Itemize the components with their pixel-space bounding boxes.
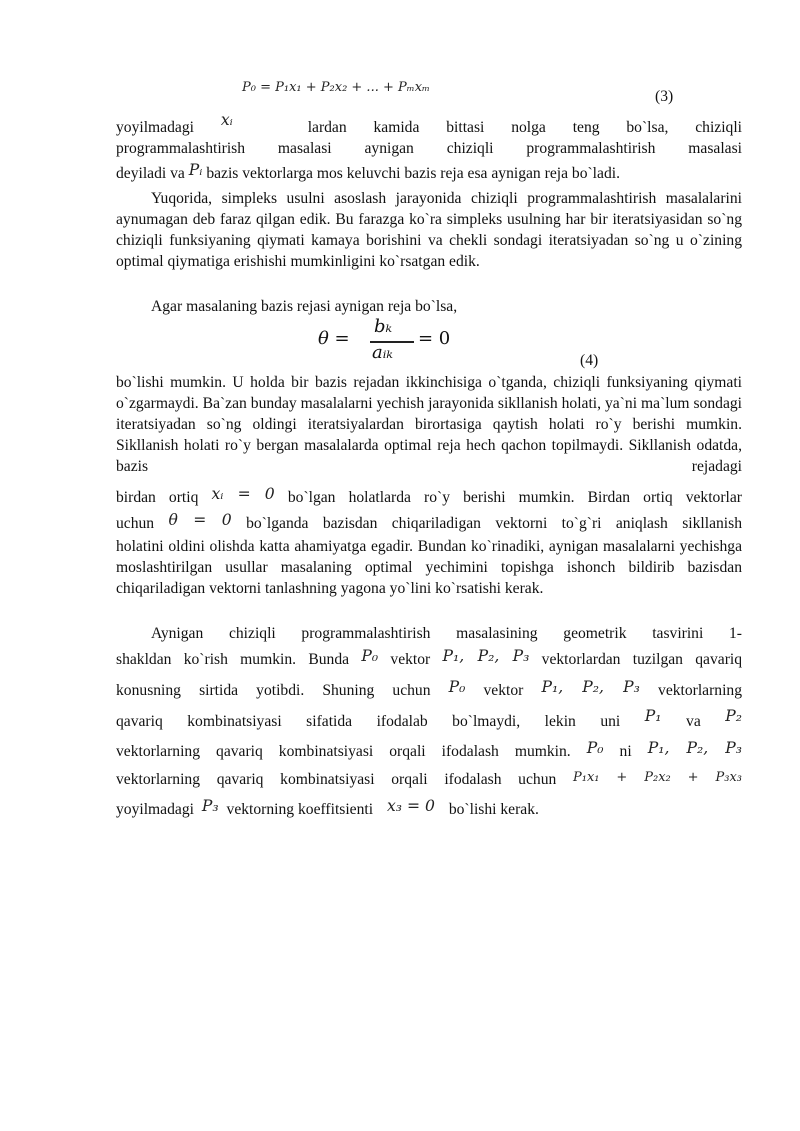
- symbol-p123: P₁, P₂, P₃: [647, 739, 743, 757]
- para5-text-h: va: [686, 713, 701, 730]
- para4-block1: bo`lishi mumkin. U holda bir bazis rejadan ikkinchisiga o`tganda, chiziqli funksiyaning qiymati o`zgarmaydi. Ba`zan bunday masalalarni yechish jarayonida sikllanish holati, ya`ni ma`lum sondagi iteratsiyadan so`ng oldingi iteratsiyalardan birortasiga qaytish holati ro`y berishi mumkin. Sikllanish holati ro`y bergan masalalarda optimal reja hech qachon topilmaydi. Sikllanish odatda, bazis rejadagi: [116, 374, 742, 475]
- symbol-p3: P₃: [201, 797, 219, 815]
- formula-4-lhs: θ =: [318, 328, 350, 349]
- symbol-p1: P₁: [644, 707, 662, 725]
- formula-4-numerator: bₖ: [374, 316, 393, 337]
- para5-text-i: vektorlarning qavariq kombinatsiyasi orqali ifodalash mumkin.: [116, 743, 571, 760]
- symbol-p0: P₀: [448, 678, 466, 696]
- formula-4-rhs: = 0: [418, 328, 451, 349]
- para4-text-a: birdan ortiq: [116, 489, 199, 506]
- para4-text-d: bo`lganda bazisdan chiqariladigan vektorni to`g`ri aniqlash sikllanish: [246, 515, 742, 532]
- para1-text-d: bazis vektorlarga mos keluvchi bazis reja esa aynigan reja bo`ladi.: [206, 165, 620, 182]
- para4-line-theta: [116, 513, 742, 534]
- symbol-p2: P₂: [725, 707, 742, 725]
- symbol-combination: P₁x₁ + P₂x₂ + P₃x₃: [573, 770, 742, 785]
- para4-text-c: uchun: [116, 515, 155, 532]
- symbol-xi: xᵢ: [220, 111, 233, 129]
- symbol-xi-zero: xᵢ = 0: [211, 485, 275, 503]
- para5-line5: [116, 741, 742, 762]
- para5-text-e: vektor: [483, 682, 524, 699]
- para1-line1: [116, 111, 743, 138]
- para5-text-k: vektorlarning qavariq kombinatsiyasi orqali ifodalash uchun: [116, 771, 557, 788]
- para1-text-a: yoyilmadagi: [116, 119, 194, 136]
- para4-text-b: bo`lgan holatlarda ro`y berishi mumkin. Birdan ortiq vektorlar: [287, 489, 742, 506]
- para5-text-g: qavariq kombinatsiyasi sifatida ifodalab bo`lmaydi, lekin uni: [116, 713, 621, 730]
- para3: Agar masalaning bazis rejasi aynigan reja bo`lsa,: [151, 298, 458, 315]
- para4-line-xi: [116, 487, 742, 508]
- para5-line1: Aynigan chiziqli programmalashtirish masalasining geometrik tasvirini 1-: [151, 625, 742, 642]
- para5-text-l: yoyilmadagi: [116, 801, 194, 818]
- para5-text-m: vektorning koeffitsienti: [226, 801, 374, 818]
- para5-text-n: bo`lishi kerak.: [448, 801, 539, 818]
- para1-text-c: deyiladi va: [116, 165, 185, 182]
- para5-line3: [116, 680, 742, 701]
- para1-text-b: lardan kamida bittasi nolga teng bo`lsa, chiziqli: [307, 119, 743, 136]
- para2: Yuqorida, simpleks usulni asoslash jarayonida chiziqli programmalashtirish masalalarini aynumagan deb faraz qilgan edik. Bu farazga ko`ra simpleks usulning har bir iteratsiyasidan so`ng chiziqli funksiyaning qiymati kamaya borishini va chekli sondagi iteratsiyadan so`ng u o`zining optimal qiymatiga erishishi mumkinligini ko`rsatgan edik.: [116, 190, 742, 270]
- para5-text-j: ni: [619, 743, 632, 760]
- para5-text-b: vektor: [390, 651, 431, 668]
- para5-line7: [116, 799, 742, 820]
- formula-3: P₀ = P₁x₁ + P₂x₂ + ... + Pₘxₘ: [242, 80, 431, 95]
- para4-block2: holatini oldini olishda katta ahamiyatga egadir. Bundan ko`rinadiki, aynigan masalalarni yechishga moslashtirilgan usullar masalaning optimal yechimini topishga ishonch bildirib bazisdan chiqariladigan vektorni tanlashning yagona yo`lini ko`rsatishi kerak.: [116, 538, 742, 597]
- para5-text-d: konusning sirtida yotibdi. Shuning uchun: [116, 682, 431, 699]
- symbol-pi: Pᵢ: [188, 161, 203, 179]
- formula-4: [318, 316, 468, 366]
- para5-line2: [116, 649, 742, 670]
- symbol-p0: P₀: [361, 647, 379, 665]
- para5-line4: [116, 707, 742, 732]
- para5-line6: [116, 769, 742, 791]
- symbol-p0: P₀: [586, 739, 604, 757]
- para5-text-f: vektorlarning: [658, 682, 743, 699]
- para1-line3: [116, 163, 742, 184]
- formula-3-number: (3): [655, 88, 674, 105]
- symbol-theta-zero: θ = 0: [168, 511, 232, 529]
- para5-text-c: vektorlardan tuzilgan qavariq: [541, 651, 743, 668]
- symbol-p123: P₁, P₂, P₃: [442, 647, 530, 665]
- formula-4-number: (4): [580, 352, 599, 369]
- para5-text-a: shakldan ko`rish mumkin. Bunda: [116, 651, 350, 668]
- symbol-p123: P₁, P₂, P₃: [541, 678, 640, 696]
- formula-4-denominator: aᵢₖ: [372, 342, 393, 363]
- para1-line2: programmalashtirish masalasi aynigan chiziqli programmalashtirish masalasi: [116, 140, 742, 157]
- symbol-x3-zero: x₃ = 0: [386, 797, 435, 815]
